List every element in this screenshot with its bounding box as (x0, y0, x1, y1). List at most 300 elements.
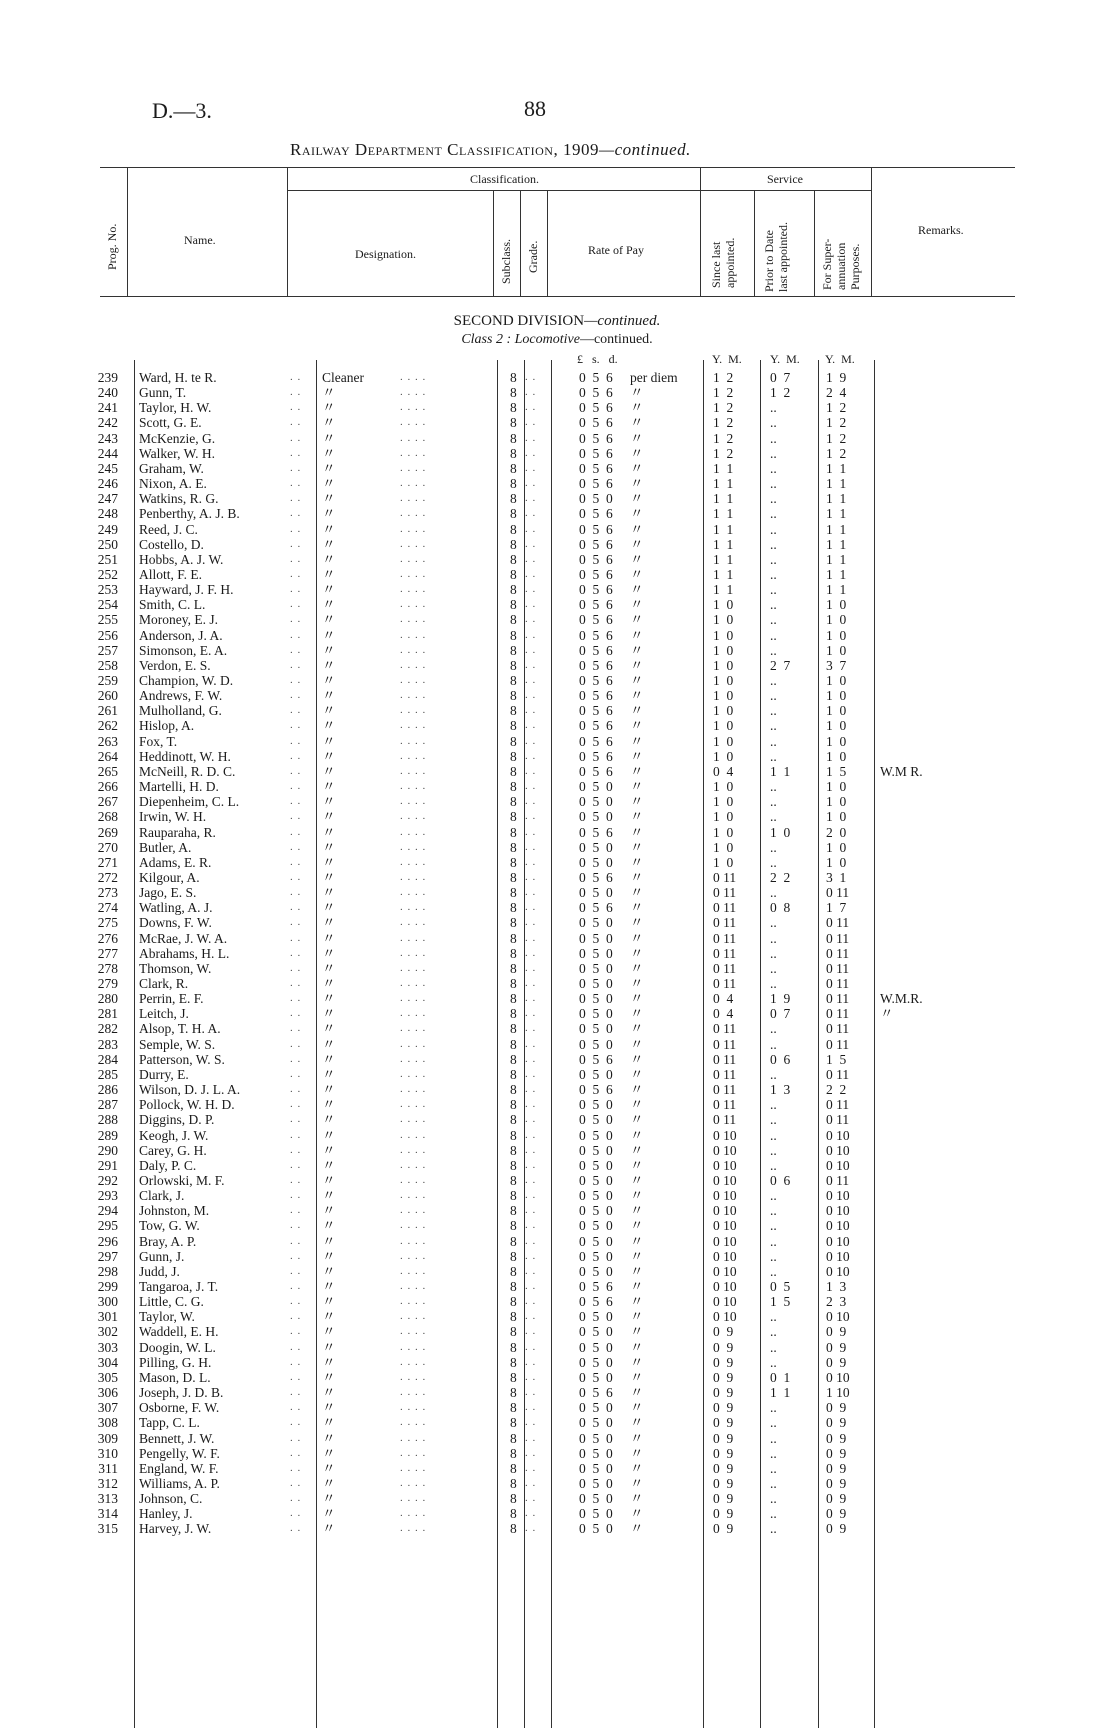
cell-no: 291 (97, 1157, 118, 1173)
leader-dots: . . (290, 416, 302, 429)
class-heading (0, 332, 1114, 348)
cell-name: Clark, J. (139, 1188, 185, 1204)
cell-prior: .. (770, 794, 777, 810)
cell-name: Champion, W. D. (139, 673, 234, 688)
cell-prior: .. (770, 1233, 777, 1249)
table-row (0, 1052, 1114, 1067)
cell-rem: 〃 (880, 1006, 894, 1022)
cell-sub: 8 (510, 1082, 517, 1098)
cell-per: 〃 (630, 1218, 644, 1234)
cell-name: Walker, W. H. (139, 445, 215, 461)
cell-since: 1 1 (713, 460, 734, 476)
cell-prior: .. (770, 1142, 777, 1158)
cell-des: 〃 (322, 839, 336, 855)
cell-super: 0 9 (826, 1430, 847, 1446)
leader-dots: . . . . (400, 689, 427, 702)
cell-super: 0 11 (826, 1036, 850, 1052)
leader-dots: . . . . (400, 371, 427, 383)
cell-name: Abrahams, H. L. (139, 945, 230, 961)
leader-dots: . . . . (400, 1370, 427, 1383)
cell-sub: 8 (510, 1127, 517, 1143)
cell-prior: .. (770, 854, 777, 870)
cell-sub: 8 (510, 506, 517, 522)
cell-des: 〃 (322, 1112, 336, 1128)
cell-sub: 8 (510, 885, 517, 901)
cell-des: 〃 (322, 491, 336, 507)
cell-prior: .. (770, 809, 777, 825)
leader-dots: . . (525, 780, 537, 793)
cell-prior: .. (770, 460, 777, 476)
cell-des: 〃 (322, 1445, 336, 1461)
cell-per: 〃 (630, 1294, 644, 1310)
cell-no: 248 (97, 506, 118, 522)
leader-dots: . . (290, 749, 302, 762)
leader-dots: . . (525, 1476, 537, 1489)
table-row (0, 809, 1114, 824)
cell-sub: 8 (510, 809, 517, 825)
cell-sub: 8 (510, 1172, 517, 1188)
cell-since: 0 9 (713, 1415, 734, 1431)
leader-dots: . . (290, 1264, 302, 1277)
cell-name: Pilling, G. H. (139, 1354, 212, 1370)
cell-super: 0 10 (826, 1233, 850, 1249)
leader-dots: . . (525, 855, 537, 868)
cell-sub: 8 (510, 915, 517, 931)
cell-since: 1 0 (713, 854, 734, 870)
cell-name: Gunn, J. (139, 1248, 185, 1264)
cell-name: Leitch, J. (139, 1006, 189, 1022)
leader-dots: . . (290, 461, 302, 474)
cell-rate: 0 5 0 (579, 1097, 613, 1113)
leader-dots: . . (290, 840, 302, 853)
leader-dots: . . (290, 1234, 302, 1247)
cell-no: 260 (97, 688, 118, 704)
cell-prior: .. (770, 1112, 777, 1128)
leader-dots: . . (290, 1219, 302, 1232)
cell-sub: 8 (510, 1309, 517, 1325)
cell-no: 255 (97, 612, 118, 628)
cell-sub: 8 (510, 1430, 517, 1446)
cell-super: 0 11 (826, 1006, 850, 1022)
leader-dots: . . (290, 946, 302, 959)
cell-name: Perrin, E. F. (139, 991, 204, 1007)
cell-name: Semple, W. S. (139, 1036, 216, 1052)
cell-des: 〃 (322, 1294, 336, 1310)
table-row (0, 1173, 1114, 1188)
cell-super: 0 10 (826, 1218, 850, 1234)
cell-rate: 0 5 6 (579, 400, 613, 416)
leader-dots: . . . . (400, 1522, 427, 1535)
cell-super: 1 5 (826, 1051, 847, 1067)
leader-dots: . . (290, 1310, 302, 1323)
leader-dots: . . (290, 386, 302, 399)
cell-per: 〃 (630, 1112, 644, 1128)
cell-prior: .. (770, 945, 777, 961)
cell-no: 243 (97, 430, 118, 446)
cell-sub: 8 (510, 400, 517, 416)
cell-since: 0 10 (713, 1218, 737, 1234)
leader-dots: . . (525, 371, 537, 383)
leader-dots: . . (525, 552, 537, 565)
leader-dots: . . . . (400, 1113, 427, 1126)
cell-sub: 8 (510, 582, 517, 598)
cell-super: 1 2 (826, 400, 847, 416)
cell-des: 〃 (322, 1491, 336, 1507)
leader-dots: . . (290, 507, 302, 520)
table-row (0, 1203, 1114, 1218)
cell-prior: .. (770, 1203, 777, 1219)
cell-sub: 8 (510, 1051, 517, 1067)
cell-no: 247 (97, 491, 118, 507)
cell-rate: 0 5 0 (579, 945, 613, 961)
cell-des: 〃 (322, 794, 336, 810)
cell-prior: .. (770, 491, 777, 507)
cell-rate: 0 5 6 (579, 1294, 613, 1310)
cell-since: 0 11 (713, 1082, 737, 1098)
cell-since: 1 1 (713, 506, 734, 522)
cell-super: 0 11 (826, 945, 850, 961)
cell-sub: 8 (510, 960, 517, 976)
cell-since: 1 1 (713, 521, 734, 537)
cell-name: Nixon, A. E. (139, 476, 207, 492)
cell-rate: 0 5 6 (579, 385, 613, 401)
cell-prior: 1 1 (770, 1385, 791, 1401)
cell-rate: 0 5 0 (579, 1127, 613, 1143)
table-row (0, 1446, 1114, 1461)
cell-since: 1 0 (713, 673, 734, 688)
leader-dots: . . . . (400, 1158, 427, 1171)
cell-rem: W.M R. (880, 763, 923, 779)
table-row (0, 1021, 1114, 1036)
cell-prior: .. (770, 1491, 777, 1507)
leader-dots: . . . . (400, 461, 427, 474)
leader-dots: . . (290, 552, 302, 565)
leader-dots: . . (525, 1386, 537, 1399)
cell-rate: 0 5 0 (579, 915, 613, 931)
leader-dots: . . (525, 477, 537, 490)
cell-since: 1 0 (713, 642, 734, 658)
cell-prior: .. (770, 627, 777, 643)
table-row (0, 1112, 1114, 1127)
cell-no: 250 (97, 536, 118, 552)
cell-per: 〃 (630, 1339, 644, 1355)
table-row (0, 628, 1114, 643)
leader-dots: . . (290, 613, 302, 626)
cell-super: 1 0 (826, 718, 847, 734)
cell-no: 240 (97, 385, 118, 401)
leader-dots: . . . . (400, 628, 427, 641)
cell-rate: 0 5 0 (579, 885, 613, 901)
cell-sub: 8 (510, 839, 517, 855)
cell-des: 〃 (322, 1521, 336, 1537)
cell-des: 〃 (322, 824, 336, 840)
cell-per: 〃 (630, 1385, 644, 1401)
units-lsd: £ s. d. (577, 352, 618, 366)
cell-prior: .. (770, 1339, 777, 1355)
cell-super: 0 10 (826, 1203, 850, 1219)
table-row (0, 1506, 1114, 1521)
cell-since: 0 11 (713, 930, 737, 946)
cell-no: 302 (97, 1324, 118, 1340)
cell-des: 〃 (322, 915, 336, 931)
table-row (0, 885, 1114, 900)
cell-super: 1 0 (826, 854, 847, 870)
cell-no: 276 (97, 930, 118, 946)
leader-dots: . . (290, 780, 302, 793)
leader-dots: . . (290, 855, 302, 868)
cell-super: 0 9 (826, 1491, 847, 1507)
col-header-prior-to-date: Prior to Date last appointed. (762, 222, 790, 292)
cell-per: 〃 (630, 718, 644, 734)
cell-rate: 0 5 6 (579, 476, 613, 492)
cell-since: 0 9 (713, 1400, 734, 1416)
cell-prior: .. (770, 748, 777, 764)
leader-dots: . . (525, 628, 537, 641)
cell-name: Martelli, H. D. (139, 779, 219, 795)
leader-dots: . . (290, 961, 302, 974)
cell-no: 271 (97, 854, 118, 870)
leader-dots: . . (525, 461, 537, 474)
cell-no: 287 (97, 1097, 118, 1113)
cell-per: 〃 (630, 612, 644, 628)
cell-super: 1 0 (826, 809, 847, 825)
cell-no: 281 (97, 1006, 118, 1022)
cell-per: 〃 (630, 1279, 644, 1294)
leader-dots: . . (525, 795, 537, 808)
cell-super: 0 9 (826, 1445, 847, 1461)
cell-name: Clark, R. (139, 976, 189, 991)
leader-dots: . . . . (400, 1083, 427, 1096)
cell-no: 308 (97, 1415, 118, 1431)
cell-per: 〃 (630, 476, 644, 492)
leader-dots: . . . . (400, 1264, 427, 1277)
cell-per: 〃 (630, 1142, 644, 1158)
table-row (0, 1415, 1114, 1430)
leader-dots: . . (290, 492, 302, 505)
cell-no: 278 (97, 960, 118, 976)
table-row (0, 1082, 1114, 1097)
cell-rate: 0 5 6 (579, 1385, 613, 1401)
cell-per: 〃 (630, 1521, 644, 1537)
cell-per: 〃 (630, 1369, 644, 1385)
leader-dots: . . (525, 689, 537, 702)
cell-prior: 1 0 (770, 824, 791, 840)
cell-name: Bray, A. P. (139, 1233, 197, 1249)
cell-prior: 0 6 (770, 1172, 791, 1188)
leader-dots: . . (290, 1204, 302, 1217)
leader-dots: . . (525, 1204, 537, 1217)
leader-dots: . . . . (400, 1507, 427, 1520)
cell-since: 0 9 (713, 1475, 734, 1491)
cell-super: 0 10 (826, 1188, 850, 1204)
leader-dots: . . (290, 1128, 302, 1141)
leader-dots: . . (525, 1507, 537, 1520)
cell-no: 304 (97, 1354, 118, 1370)
cell-rate: 0 5 0 (579, 1188, 613, 1204)
cell-since: 1 0 (713, 597, 734, 613)
cell-no: 258 (97, 657, 118, 673)
cell-since: 1 1 (713, 566, 734, 582)
cell-prior: .. (770, 1445, 777, 1461)
cell-per: 〃 (630, 491, 644, 507)
cell-since: 0 10 (713, 1172, 737, 1188)
leader-dots: . . (525, 1416, 537, 1429)
cell-no: 296 (97, 1233, 118, 1249)
cell-name: Taylor, W. (139, 1309, 195, 1325)
cell-since: 1 1 (713, 536, 734, 552)
cell-rate: 0 5 0 (579, 1460, 613, 1476)
cell-rate: 0 5 0 (579, 1491, 613, 1507)
cell-sub: 8 (510, 1233, 517, 1249)
cell-name: Alsop, T. H. A. (139, 1021, 221, 1037)
cell-name: Watkins, R. G. (139, 491, 219, 507)
leader-dots: . . (525, 1173, 537, 1186)
leader-dots: . . (290, 1022, 302, 1035)
cell-super: 1 0 (826, 627, 847, 643)
leader-dots: . . . . (400, 780, 427, 793)
leader-dots: . . . . (400, 825, 427, 838)
cell-name: Taylor, H. W. (139, 400, 212, 416)
cell-prior: .. (770, 1400, 777, 1416)
cell-name: Costello, D. (139, 536, 204, 552)
cell-since: 0 11 (713, 1097, 737, 1113)
leader-dots: . . (525, 613, 537, 626)
cell-rate: 0 5 0 (579, 1021, 613, 1037)
cell-sub: 8 (510, 703, 517, 719)
cell-no: 253 (97, 582, 118, 598)
leader-dots: . . (525, 749, 537, 762)
cell-prior: .. (770, 718, 777, 734)
table-row (0, 1340, 1114, 1355)
cell-sub: 8 (510, 445, 517, 461)
leader-dots: . . (290, 977, 302, 989)
table-row (0, 1370, 1114, 1385)
table-row (0, 1521, 1114, 1536)
cell-super: 2 4 (826, 385, 847, 401)
cell-prior: .. (770, 551, 777, 567)
leader-dots: . . . . (400, 446, 427, 459)
cell-name: Adams, E. R. (139, 854, 212, 870)
leader-dots: . . (525, 1295, 537, 1308)
cell-super: 1 9 (826, 370, 847, 385)
table-row (0, 1218, 1114, 1233)
cell-rate: 0 5 6 (579, 673, 613, 688)
cell-des: 〃 (322, 885, 336, 901)
cell-no: 256 (97, 627, 118, 643)
units-ym-since: Y. M. (712, 352, 742, 366)
cell-rate: 0 5 0 (579, 1263, 613, 1279)
cell-prior: 1 2 (770, 385, 791, 401)
leader-dots: . . (525, 931, 537, 944)
leader-dots: . . (290, 567, 302, 580)
leader-dots: . . . . (400, 1386, 427, 1399)
cell-since: 0 10 (713, 1263, 737, 1279)
cell-prior: .. (770, 930, 777, 946)
cell-rate: 0 5 6 (579, 460, 613, 476)
cell-des: 〃 (322, 1369, 336, 1385)
cell-name: Andrews, F. W. (139, 688, 223, 704)
cell-since: 0 4 (713, 991, 734, 1007)
leader-dots: . . . . (400, 734, 427, 747)
cell-prior: .. (770, 566, 777, 582)
cell-super: 2 3 (826, 1294, 847, 1310)
cell-rate: 0 5 6 (579, 445, 613, 461)
leader-dots: . . (525, 1098, 537, 1111)
cell-sub: 8 (510, 1097, 517, 1113)
cell-super: 0 11 (826, 1112, 850, 1128)
cell-no: 275 (97, 915, 118, 931)
table-row (0, 1188, 1114, 1203)
cell-since: 0 9 (713, 1430, 734, 1446)
cell-per: 〃 (630, 794, 644, 810)
cell-no: 279 (97, 976, 118, 991)
leader-dots: . . (525, 810, 537, 823)
table-row (0, 1128, 1114, 1143)
cell-des: 〃 (322, 582, 336, 598)
class-suffix: —continued. (579, 332, 653, 347)
cell-super: 1 1 (826, 521, 847, 537)
cell-rate: 0 5 0 (579, 1521, 613, 1537)
table-row (0, 506, 1114, 521)
cell-per: 〃 (630, 930, 644, 946)
cell-since: 0 4 (713, 1006, 734, 1022)
leader-dots: . . (290, 537, 302, 550)
cell-rate: 0 5 0 (579, 1339, 613, 1355)
leader-dots: . . . . (400, 416, 427, 429)
cell-super: 2 2 (826, 1082, 847, 1098)
cell-super: 0 11 (826, 1066, 850, 1082)
cell-super: 0 10 (826, 1142, 850, 1158)
col-rule-4 (520, 190, 521, 296)
cell-des: 〃 (322, 1339, 336, 1355)
leader-dots: . . . . (400, 870, 427, 883)
cell-no: 288 (97, 1112, 118, 1128)
cell-name: Ward, H. te R. (139, 370, 217, 385)
cell-prior: 2 7 (770, 657, 791, 673)
cell-per: 〃 (630, 824, 644, 840)
leader-dots: . . (290, 1189, 302, 1202)
leader-dots: . . . . (400, 1128, 427, 1141)
cell-per: 〃 (630, 1036, 644, 1052)
cell-super: 1 7 (826, 900, 847, 916)
cell-no: 298 (97, 1263, 118, 1279)
cell-des: 〃 (322, 1263, 336, 1279)
division-heading (0, 313, 1114, 330)
cell-per: 〃 (630, 400, 644, 416)
cell-prior: .. (770, 703, 777, 719)
table-row (0, 931, 1114, 946)
cell-sub: 8 (510, 1021, 517, 1037)
table-row (0, 1264, 1114, 1279)
leader-dots: . . (525, 1067, 537, 1080)
cell-no: 261 (97, 703, 118, 719)
cell-prior: .. (770, 521, 777, 537)
cell-per: 〃 (630, 582, 644, 598)
cell-sub: 8 (510, 824, 517, 840)
cell-super: 0 9 (826, 1521, 847, 1537)
cell-per: 〃 (630, 1460, 644, 1476)
leader-dots: . . (525, 886, 537, 899)
cell-sub: 8 (510, 491, 517, 507)
table-row (0, 643, 1114, 658)
cell-prior: .. (770, 1157, 777, 1173)
cell-prior: .. (770, 1354, 777, 1370)
table-row (0, 1400, 1114, 1415)
cell-prior: .. (770, 400, 777, 416)
cell-per: 〃 (630, 1066, 644, 1082)
cell-name: Mulholland, G. (139, 703, 222, 719)
cell-since: 1 0 (713, 733, 734, 749)
